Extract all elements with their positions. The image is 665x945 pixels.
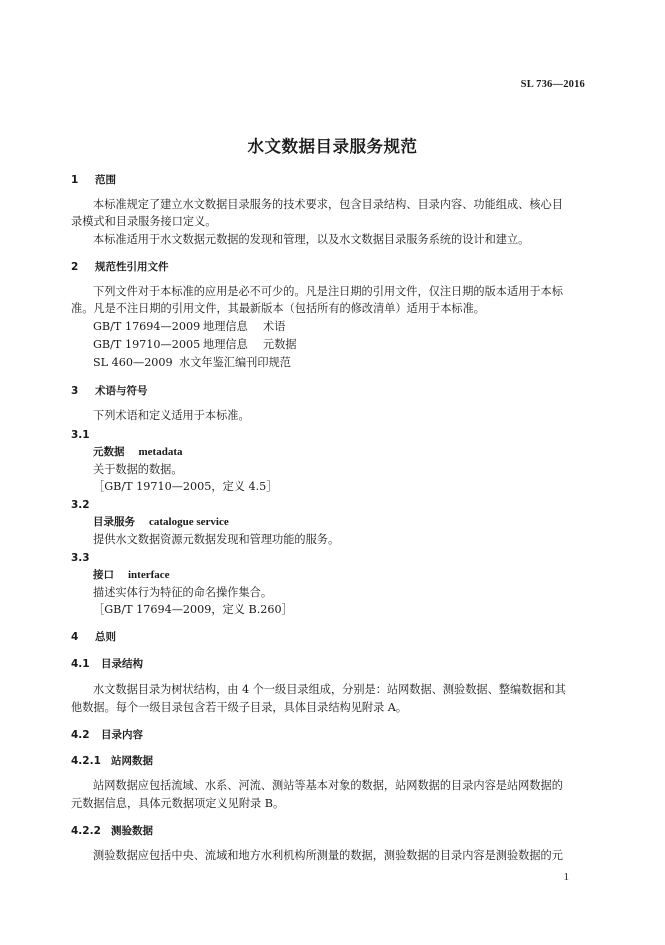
- reference-item: SL 460—2009 水文年鉴汇编刊印规范: [93, 356, 291, 369]
- term-title: 元数据 metadata: [93, 446, 183, 458]
- paragraph: 下列术语和定义适用于本标准。: [93, 409, 250, 422]
- paragraph: 下列文件对于本标准的应用是必不可少的。凡是注日期的引用文件，仅注日期的版本适用于本标: [93, 285, 563, 298]
- paragraph: 测验数据应包括中央、流域和地方水利机构所测量的数据，测验数据的目录内容是测验数据的元: [93, 849, 563, 862]
- section-4-2-1-heading: 4.2.1 站网数据: [71, 755, 153, 767]
- paragraph: 站网数据应包括流域、水系、河流、测站等基本对象的数据，站网数据的目录内容是站网数据的: [93, 779, 563, 792]
- paragraph: 本标准规定了建立水文数据目录服务的技术要求，包含目录结构、目录内容、功能组成、核心目: [93, 198, 563, 211]
- paragraph: 录模式和目录服务接口定义。: [71, 215, 217, 228]
- section-3-heading: 3 术语与符号: [71, 385, 148, 397]
- page-title: 水文数据目录服务规范: [247, 137, 418, 156]
- paragraph: 本标准适用于水文数据元数据的发现和管理，以及水文数据目录服务系统的设计和建立。: [93, 233, 530, 246]
- section-4-heading: 4 总则: [71, 631, 116, 643]
- standard-number: SL 736—2016: [520, 79, 585, 90]
- section-4-1-heading: 4.1 目录结构: [71, 658, 143, 670]
- term-number: 3.3: [71, 552, 90, 564]
- section-4-2-heading: 4.2 目录内容: [71, 729, 143, 741]
- paragraph: 准。凡是不注日期的引用文件，其最新版本（包括所有的修改清单）适用于本标准。: [71, 302, 485, 315]
- term-definition: 关于数据的数据。: [93, 463, 183, 476]
- section-1-heading: 1 范围: [71, 174, 116, 186]
- term-title: 接口 interface: [93, 569, 170, 581]
- section-2-heading: 2 规范性引用文件: [71, 261, 169, 273]
- paragraph: 他数据。每个一级目录包含若干级子目录，具体目录结构见附录 A。: [71, 701, 408, 714]
- reference-item: GB/T 17694—2009 地理信息 术语: [93, 320, 286, 333]
- term-number: 3.2: [71, 499, 90, 511]
- term-definition: 描述实体行为特征的命名操作集合。: [93, 586, 273, 599]
- term-number: 3.1: [71, 429, 90, 441]
- term-definition: 提供水文数据资源元数据发现和管理功能的服务。: [93, 533, 340, 546]
- page-number: 1: [563, 871, 569, 883]
- paragraph: 元数据信息，具体元数据项定义见附录 B。: [71, 797, 285, 810]
- reference-item: GB/T 19710—2005 地理信息 元数据: [93, 338, 297, 351]
- term-source: ［GB/T 17694—2009，定义 B.260］: [93, 603, 293, 616]
- section-4-2-2-heading: 4.2.2 测验数据: [71, 825, 153, 837]
- term-source: ［GB/T 19710—2005，定义 4.5］: [93, 480, 278, 493]
- paragraph: 水文数据目录为树状结构，由 4 个一级目录组成，分别是：站网数据、测验数据、整编数据和其: [93, 683, 566, 696]
- term-title: 目录服务 catalogue service: [93, 516, 229, 528]
